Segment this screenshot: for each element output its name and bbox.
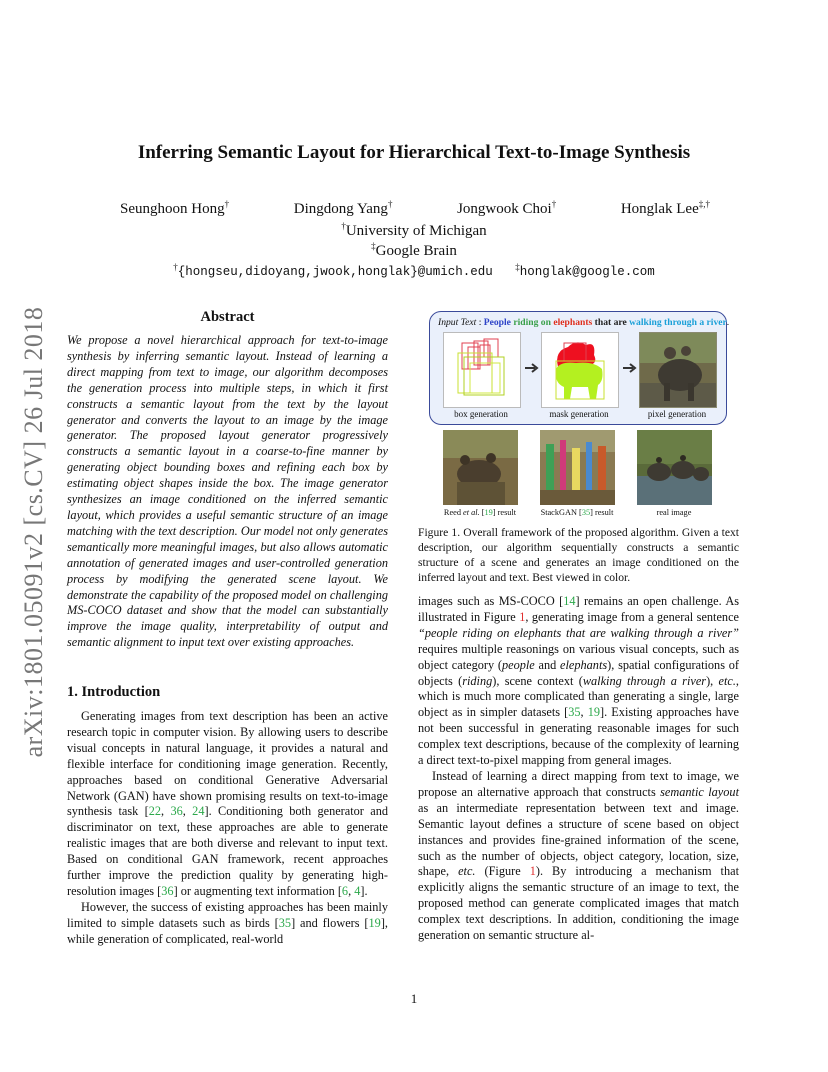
paper-title: Inferring Semantic Layout for Hierarchical Text-to-Image Synthesis bbox=[137, 142, 691, 163]
mask-generation-panel bbox=[541, 332, 619, 408]
affiliation: ‡Google Brain bbox=[371, 241, 457, 259]
arxiv-identifier: arXiv:1801.05091v2 [cs.CV] 26 Jul 2018 bbox=[19, 306, 48, 758]
baseline-label: Reed et al. [19] result bbox=[443, 508, 517, 517]
arxiv-sidebar bbox=[14, 292, 54, 772]
pixel-generation-panel bbox=[639, 332, 717, 408]
arrow-right-icon bbox=[524, 363, 540, 373]
arrow-right-icon bbox=[622, 363, 638, 373]
right-column-text: images such as MS-COCO [14] remains an open challenge. As illustrated in Figure 1, generating image from a general sentence “people riding on elephants that are walking through a river” requires multiple reasonings on various visual concepts, such as object category (people and elephants), spatial configurations of objects (riding), scene context (walking through a river), etc., which is much more complicated than generating a single, large object as in simpler datasets [35, 19]. Existing approaches have not been successful in generating reasonable images for such complex text descriptions, because of the complexity of learning a direct text-to-pixel mapping from general images. Instead of learning a direct mapping from text to image, we propose an alternative approach that constructs semantic layout as an intermediate representation between text and image. Semantic layout defines a structure of scene based on object instances and provides fine-grained information of the scene, such as the number of objects, object category, location, size, shape, etc. (Figure 1). By introducing a mechanism that explicitly aligns the semantic structure of an image to text, the proposed method can generate complicated images that match complex text descriptions. In addition, conditioning the image generation on semantic structure al- bbox=[418, 594, 739, 943]
generated-image-graphic bbox=[640, 333, 716, 407]
figure-input-text: Input Text : People riding on elephants that are walking through a river. bbox=[438, 317, 730, 328]
section-heading: 1. Introduction bbox=[67, 684, 161, 700]
affiliation: †University of Michigan bbox=[341, 221, 487, 239]
author-list bbox=[120, 199, 710, 218]
baseline-label: real image bbox=[656, 508, 692, 517]
page-number: 1 bbox=[410, 991, 418, 1006]
author: Jongwook Choi† bbox=[457, 199, 557, 217]
stage-label: box generation bbox=[454, 409, 508, 419]
abstract-text: We propose a novel hierarchical approach for text-to-image synthesis by inferring semantic layout. Instead of learning a direct mapping from text to image, our algorithm decomposes the generation process into multiple steps, in which it first constructs a semantic layout from the text by the layout generator and converts the layout to an image by the image generator. The proposed layout generator progressively constructs a semantic layout in a coarse-to-fine manner by generating object bounding boxes and refining each box by estimating object shapes inside the box. The image generator synthesizes an image conditioned on the inferred semantic layout, which provides a useful semantic structure of an image matching with the text description. Our model not only generates semantically more meaningful images, but also allows automatic annotation of generated images and user-controlled generation process by modifying the generated scene layout. We demonstrate the capability of the proposed model on challenging MS-COCO dataset and show that the model can substantially improve the image quality, interpretability of output and semantic alignment to input text over existing approaches. bbox=[67, 333, 388, 650]
stackgan-result-image bbox=[540, 430, 615, 505]
semantic-masks-graphic bbox=[542, 333, 618, 407]
author: Honglak Lee‡,† bbox=[620, 199, 710, 217]
intro-text: Generating images from text description has been an active research topic in computer vision. By allowing users to describe visual concepts in natural language, it provides a natural and flexible interface for conditioning image generation. Recently, approaches based on conditional Generative Adversarial Network (GAN) have shown promising results on text-to-image synthesis task [22, 36, 24]. Conditioning both generator and discriminator on text, these approaches are able to generate realistic images that are both diverse and relevant to input text. Based on conditional GAN framework, recent approaches further improve the prediction quality by generating high-resolution images [36] or augmenting text information [6, 4]. However, the success of existing approaches has been mainly limited to simple datasets such as birds [35] and flowers [19], while generation of complicated, real-world bbox=[67, 709, 388, 946]
figure-caption: Figure 1. Overall framework of the proposed algorithm. Given a text description, our algorithm sequentially constructs a semantic structure of a scene and generates an image conditioned on the inferred layout and text. Best viewed in color. bbox=[418, 526, 739, 584]
author-emails: †{hongseu,didoyang,jwook,honglak}@umich.edu ‡honglak@google.com bbox=[173, 262, 655, 280]
stage-label: pixel generation bbox=[647, 409, 707, 419]
baseline-label: StackGAN [35] result bbox=[540, 508, 614, 517]
abstract-heading: Abstract bbox=[200, 309, 255, 325]
stage-label: mask generation bbox=[549, 409, 609, 419]
real-image bbox=[637, 430, 712, 505]
bounding-boxes-graphic bbox=[444, 333, 520, 407]
box-generation-panel bbox=[443, 332, 521, 408]
author: Seunghoon Hong† bbox=[120, 199, 230, 217]
reed-result-image bbox=[443, 430, 518, 505]
author: Dingdong Yang† bbox=[293, 199, 393, 217]
figure-1-pipeline bbox=[429, 311, 730, 425]
